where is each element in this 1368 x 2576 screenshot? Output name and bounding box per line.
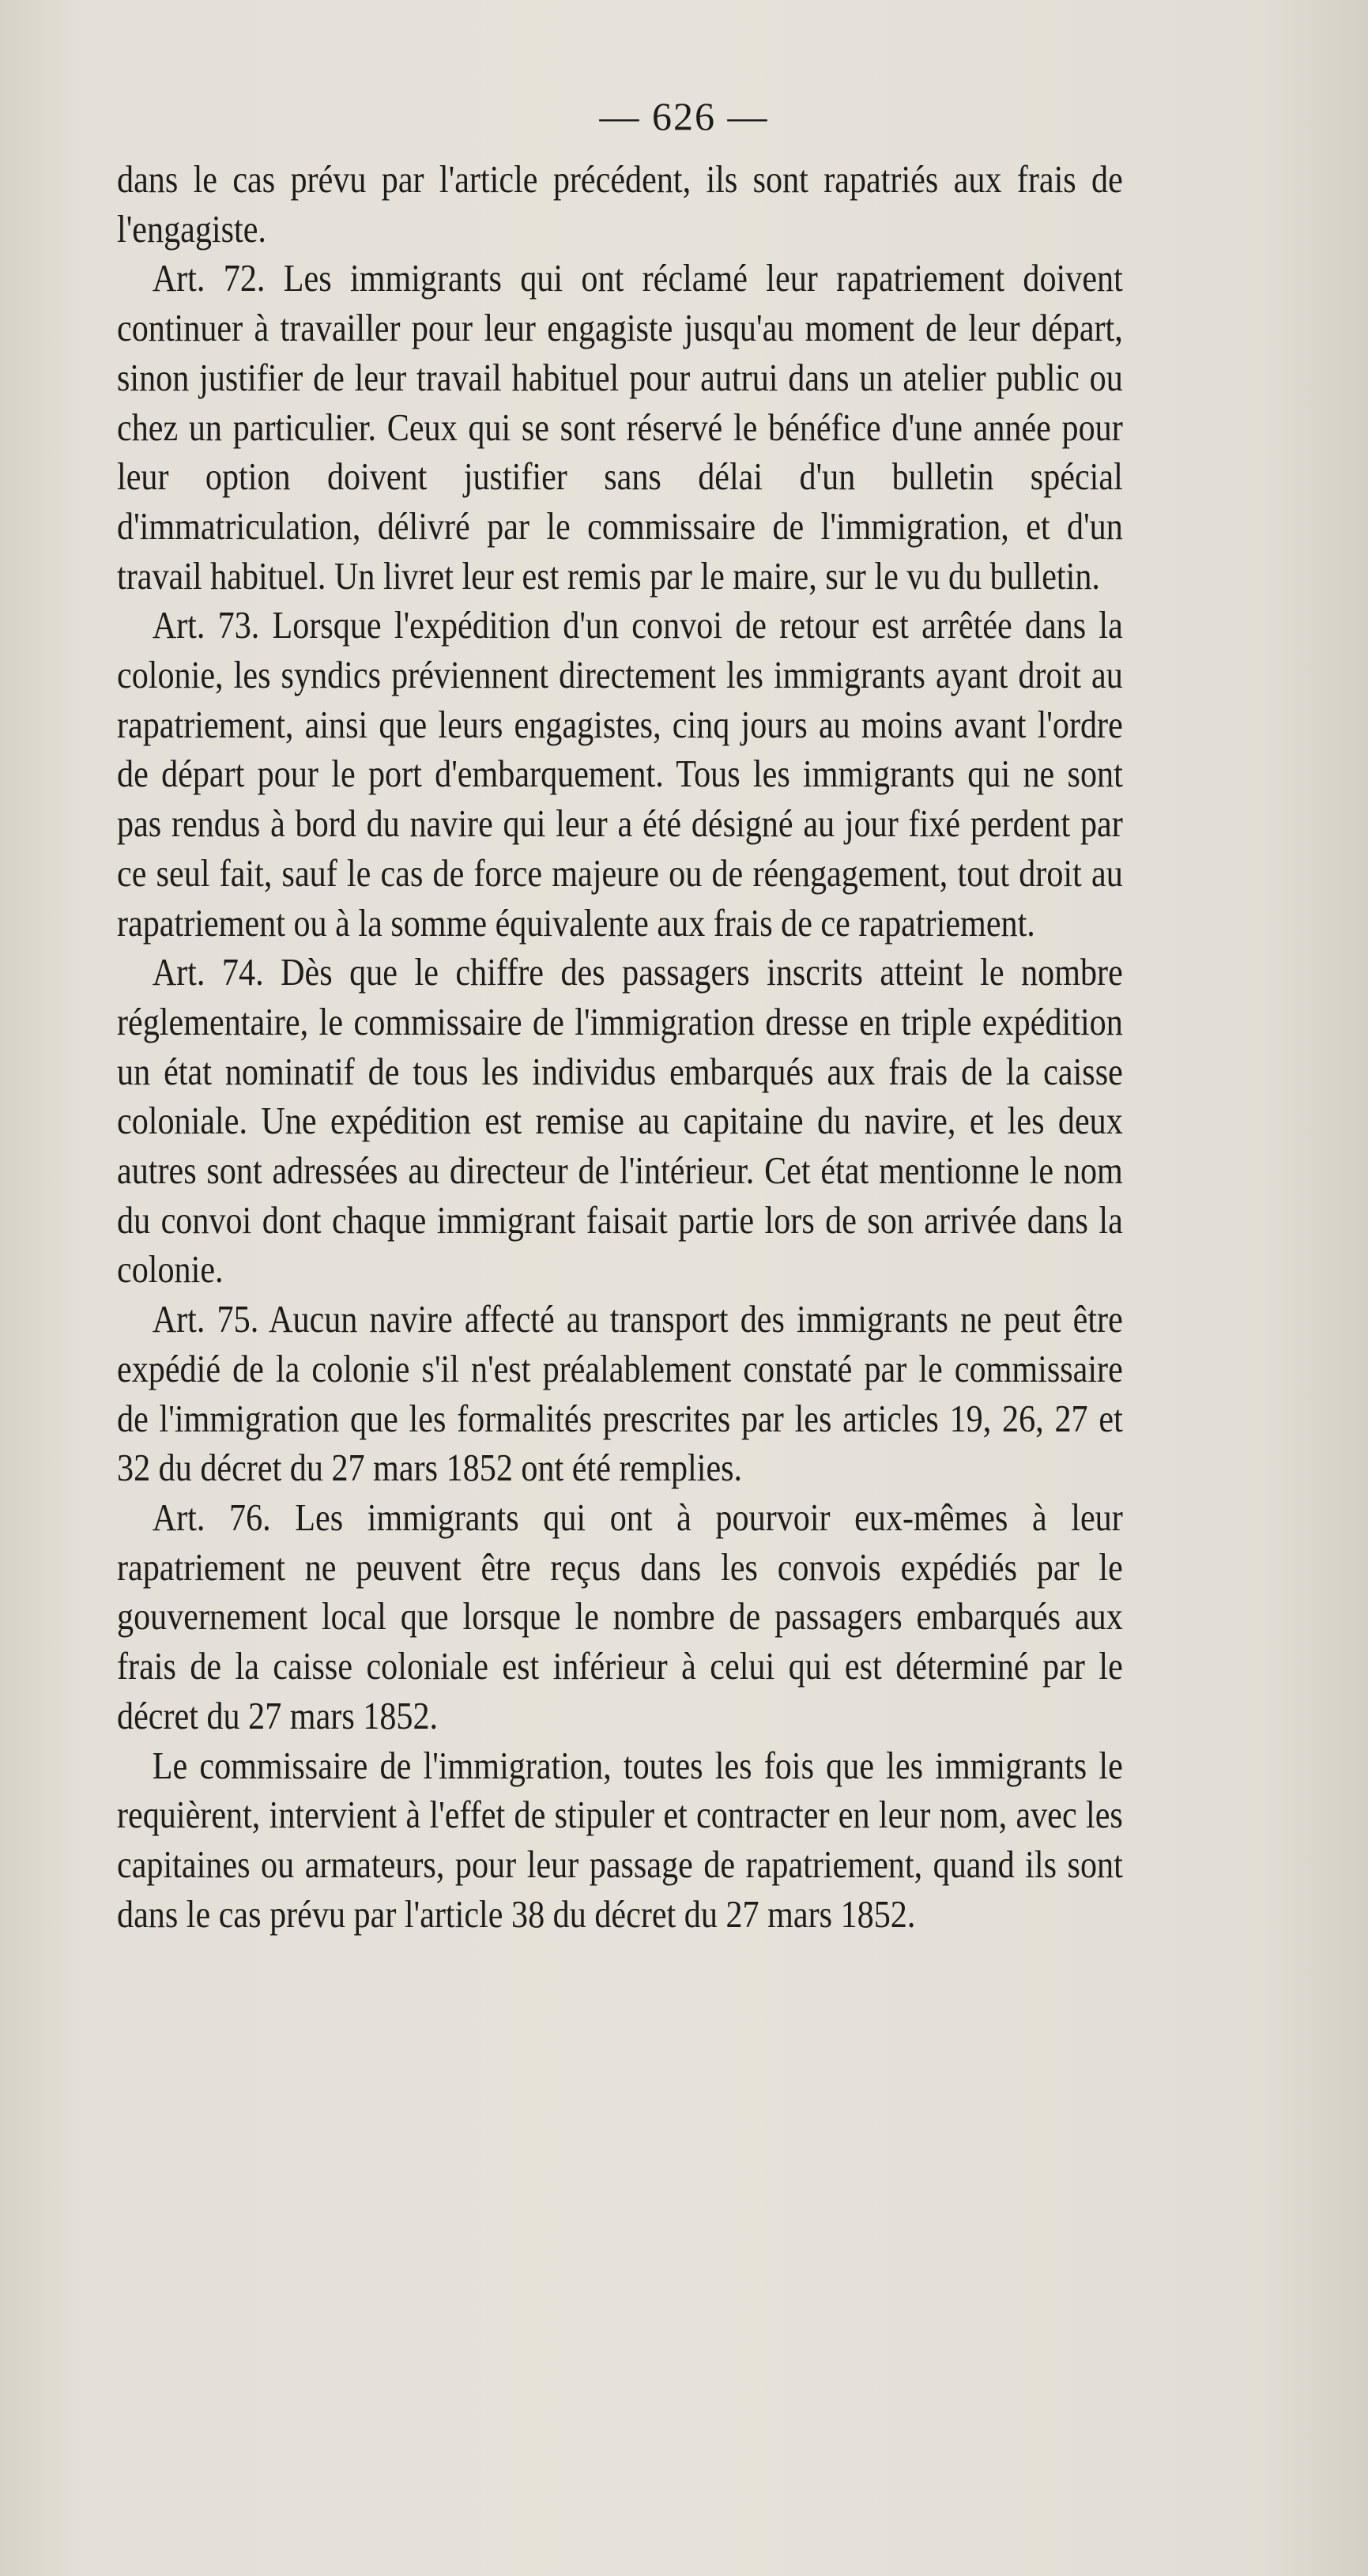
paragraph-art-73: Art. 73. Lorsque l'expédition d'un convoi de retour est arrêtée dans la colonie, les syndics préviennent directement les immigrants ayant droit au rapatriement, ainsi que leurs engagistes, cinq jours au moins avant l'ordre de départ pour le port d'embarquement. Tous les immigrants qui ne sont pas rendus à bord du navire qui leur a été désigné au jour fixé perdent par ce seul fait, sauf le cas de force majeure ou de réengagement, tout droit au rapatriement ou à la somme équivalente aux frais de ce rapatriement. — [117, 603, 1123, 945]
paragraph-art-72: Art. 72. Les immigrants qui ont réclamé leur rapatriement doivent continuer à travailler pour leur engagiste jusqu'au moment de leur départ, sinon justifier de leur travail habituel pour autrui dans un atelier public ou chez un particulier. Ceux qui se sont réservé le bénéfice d'une année pour leur option doivent justifier sans délai d'un bulletin spécial d'immatriculation, délivré par le commissaire de l'immigration, et d'un travail habituel. Un livret leur est remis par le maire, sur le vu du bulletin. — [117, 256, 1123, 598]
paragraph-art-75: Art. 75. Aucun navire affecté au transport des immigrants ne peut être expédié de la colonie s'il n'est préalablement constaté par le commissaire de l'immigration que les formalités prescrites par les articles 19, 26, 27 et 32 du décret du 27 mars 1852 ont été remplies. — [117, 1297, 1123, 1490]
body-text — [117, 155, 1123, 1939]
paragraph-art-74: Art. 74. Dès que le chiffre des passagers inscrits atteint le nombre réglementaire, le commissaire de l'immigration dresse en triple expédition un état nominatif de tous les individus embarqués aux frais de la caisse coloniale. Une expédition est remise au capitaine du navire, et les deux autres sont adressées au directeur de l'intérieur. Cet état mentionne le nom du convoi dont chaque immigrant faisait partie lors de son arrivée dans la colonie. — [117, 950, 1123, 1292]
paragraph-art-76-continued: Le commissaire de l'immigration, toutes les fois que les immigrants le requièrent, intervient à l'effet de stipuler et contracter en leur nom, avec les capitaines ou armateurs, pour leur passage de rapatriement, quand ils sont dans le cas prévu par l'article 38 du décret du 27 mars 1852. — [117, 1743, 1123, 1936]
paragraph-art-76: Art. 76. Les immigrants qui ont à pourvoir eux-mêmes à leur rapatriement ne peuvent être reçus dans les convois expédiés par le gouvernement local que lorsque le nombre de passagers embarqués aux frais de la caisse coloniale est inférieur à celui qui est déterminé par le décret du 27 mars 1852. — [117, 1495, 1123, 1737]
page-number: — 626 — — [599, 94, 769, 138]
paragraph-continuation: dans le cas prévu par l'article précédent, ils sont rapatriés aux frais de l'engagiste. — [117, 157, 1123, 251]
